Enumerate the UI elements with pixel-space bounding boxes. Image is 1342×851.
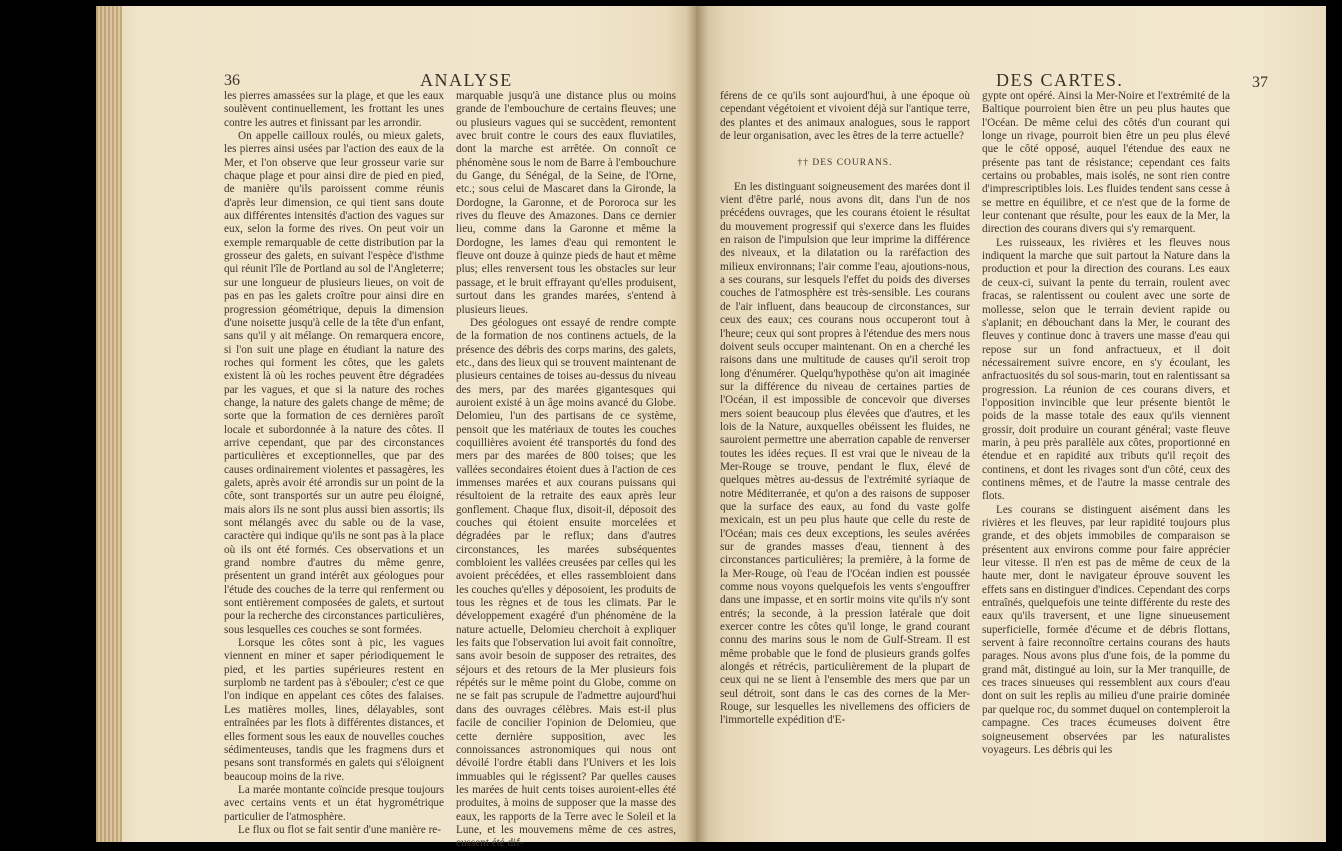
paragraph: En les distinguant soigneusement des marées dont il vient d'être parlé, nous avons dit, dans l'un de nos précédens ouvrages, que les courans étoient le résultat du mouvement progressif qui s'exerce dans les fluides en raison de l'impulsion que leur imprime la différence des niveaux, et la dilatation ou la raréfaction des milieux environnans; l'air comme l'eau, ajoutions-nous, a ses courans, sur lesquels l'effet du poids des diverses couches de l'atmosphère est très-sensible. Les courans de l'air influent, dans beaucoup de circonstances, sur ceux des eaux; ces courans nous occuperont tout à l'heure; ceux qui sont propres à l'étendue des mers nous doivent seuls occuper maintenant. On en a cherché les raisons dans une multitude de causes qu'il seroit trop long d'énumérer. Quelqu'hypothèse qu'on ait imaginée sur la différence du niveau de certaines parties de l'Océan, il est impossible de concevoir que diverses mers soient beaucoup plus élevées que d'autres, et les lois de la Nature, auxquelles obéissent les fluides, ne sauroient permettre une aberration capable de renverser toutes les idées reçues. Il est vrai que le niveau de la Mer-Rouge se trouve, pendant le flux, élevé de quelques mètres au-dessus de l'extrémité syriaque de notre Méditerranée, et qu'on a des raisons de supposer que la surface des eaux, au fond du vaste golfe mexicain, est un peu plus haute que celle du reste de l'Océan; mais ces deux exceptions, les seules avérées sur de grandes masses d'eau, tiennent à des circonstances particulières; la première, à la forme de la Mer-Rouge, où l'eau de l'Océan indien est poussée comme nous voyons quelquefois les vents s'engouffrer dans une impasse, et en sortir moins vite qu'ils n'y sont entrés; la seconde, à la pression latérale que doit exercer contre les côtes qu'il longe, le grand courant connu des marins sous le nom de Gulf-Stream. Il est même probable que le fond de plusieurs grands golfes alongés et rétrécis, particulièrement de la plupart de ceux qui ne se lient à l'ensemble des mers que par un seul détroit, sont dans le cas des cornes de la Mer-Rouge, sur lesquelles les nivellemens des officiers de l'immortelle expédition d'E- [720,180,970,727]
right-column-1 [720,90,970,728]
page-number-right: 37 [1252,74,1268,91]
paragraph: Les courans se distinguent aisément dans les rivières et les fleuves, par leur rapidité toujours plus grande, et des objets immobiles de comparaison se présentent aux environs comme pour faire apprécier leur vitesse. Il n'en est pas de même de ceux de la haute mer, dont le navigateur éprouve souvent les effets sans en distinguer d'indices. Cependant des corps entraînés, quelquefois une teinte différente du reste des eaux qu'ils traversent, et une ligne sinueusement superficielle, formée d'écume et de débris flottans, servent à faire reconnoître certains courans des hauts parages. Nous avons plus d'une fois, de la pomme du grand mât, distingué au loin, sur la Mer tranquille, de ces traces sinueuses qui ressemblent aux cours d'eau dont on suit les replis au milieu d'une prairie dominée par quelque roc, du sommet duquel on contempleroit la campagne. Ces traces écumeuses doivent être soigneusement observées par les naturalistes voyageurs. Les débris qui les [982,503,1230,756]
paragraph: Des géologues ont essayé de rendre compte de la formation de nos continens actuels, de la présence des débris des corps marins, des galets, etc., dans des lieux qui se trouvent maintenant de plusieurs centaines de toises au-dessus du niveau des mers, par des marées gigantesques qui auroient existé à un âge moins avancé du Globe. Delomieu, l'un des partisans de ce système, pensoit que les matériaux de toutes les couches coquillières avoient été transportés du fond des mers par des marées de 800 toises; que les vallées secondaires étoient dues à l'action de ces immenses marées et aux courans puissans qui résultoient de la retraite des eaux après leur gonflement. Chaque flux, disoit-il, déposoit des couches qui étoient ensuite morcelées et dégradées par le reflux; dans d'autres circonstances, les marées subséquentes combloient les vallées creusées par celles qui les avoient précédées, et elles rassembloient dans les couches qu'elles y déposoient, les produits de tous les règnes et de tous les climats. Par le développement exagéré d'un phénomène de la nature actuelle, Delomieu cherchoit à expliquer les faits que l'observation lui avoit fait connoître, sans avoir besoin de supposer des retraites, des séjours et des retours de la Mer plusieurs fois répétés sur le même point du Globe, comme on ne se fait pas scrupule de l'admettre aujourd'hui dans des ouvrages célèbres. Mais est-il plus facile de concilier l'opinion de Delomieu, que cette dernière supposition, avec les connoissances astronomiques qui nous ont dévoilé l'ordre établi dans l'Univers et les lois immuables qui le régissent? Par quelles causes les marées de huit cents toises auroient-elles été produites, à moins de supposer que la masse des eaux, les rapports de la Terre avec le Soleil et la Lune, et les mouvemens même de ces astres, eussent été dif- [456,316,676,850]
right-column-2 [982,90,1230,757]
left-column-2 [456,90,676,851]
running-head-left: ANALYSE [420,70,513,90]
page-edges [96,6,122,842]
paragraph: gypte ont opéré. Ainsi la Mer-Noire et l'extrémité de la Baltique pourroient bien être un peu plus hautes que l'Océan. De même celui des côtés d'un courant qui longe un rivage, pourroit bien être un peu plus élevé que le côté opposé, auquel l'étendue des eaux ne présente pas tant de résistance; cependant ces faits certains ou probables, mais isolés, ne sont rien contre d'imprescriptibles lois. Les fluides tendent sans cesse à se mettre en équilibre, et ce n'est que de la forme de leur contenant que résulte, pour les eaux de la Mer, la direction des courans divers qui s'y remarquent. [982,90,1230,236]
paragraph: La marée montante coïncide presque toujours avec certains vents et un état hygrométrique particulier de l'atmosphère. [224,783,444,823]
paragraph: Les ruisseaux, les rivières et les fleuves nous indiquent la marche que suit partout la Nature dans la production et pour la direction des courans. Les eaux de ceux-ci, suivant la pente du terrain, roulent avec fracas, se ralentissent ou coulent avec une sorte de mollesse, selon que le terrain devient rapide ou s'aplanit; en débouchant dans la Mer, le courant des fleuves y continue donc à travers une masse d'eau qui repose sur un fond anfractueux, et il doit nécessairement suivre encore, en s'y écoulant, les anfractuosités du sol sous-marin, tout en ralentissant sa progression. La réunion de ces courans divers, et l'opposition invincible que leur présente bientôt le poids de la masse totale des eaux qu'ils viennent grossir, doit produire un courant général; vaste fleuve marin, à peu près parallèle aux côtes, proportionné en étendue et en rapidité aux tributs qu'il reçoit des continens, et dont les rivages sont d'un côté, ceux des continens mêmes, et de l'autre la masse centrale des flots. [982,236,1230,503]
paragraph: marquable jusqu'à une distance plus ou moins grande de l'embouchure de certains fleuves; une ou plusieurs vagues qui se succèdent, remontent avec bruit contre le cours des eaux fluviatiles, dont la marche est arrêtée. On connoît ce phénomène sous le nom de Barre à l'embouchure du Gange, du Sénégal, de la Seine, de l'Orne, etc.; sous celui de Mascaret dans la Gironde, la Dordogne, la Garonne, et de Pororoca sur les rives du fleuve des Amazones. Dans ce dernier lieu, comme dans la Garonne et même la Dordogne, les lames d'eau qui remontent le fleuve ont douze à quinze pieds de haut et même plus; elles renversent tous les obstacles sur leur passage, et le bruit effrayant qu'elles produisent, surtout dans les grandes marées, s'entend à plusieurs lieues. [456,90,676,316]
paragraph: Le flux ou flot se fait sentir d'une manière re- [238,823,442,836]
paragraph: Lorsque les côtes sont à pic, les vagues viennent en miner et saper périodiquement le pied, et les parties supérieures restent en surplomb ne tardent pas à s'ébouler; c'est ce que l'on indique en appelant ces côtes des falaises. Les matières molles, lines, délayables, sont entraînées par les flots à différentes distances, et elles forment sous les eaux de nouvelles couches sédimenteuses, tandis que les fragmens durs et pesans sont transformés en galets qui s'éloignent beaucoup moins de la rive. [224,637,444,783]
page-number-left: 36 [224,72,240,89]
paragraph: On appelle cailloux roulés, ou mieux galets, les pierres ainsi usées par l'action des eaux de la Mer, et l'on observe que leur grosseur varie sur chaque plage et pour ainsi dire de pied en pied, de manière qu'ils paroissent comme réunis d'après leur dimension, ce qui tient sans doute aux différentes intensités d'action des vagues sur eux, selon la forme des rives. On peut voir un exemple remarquable de cette distribution par la grosseur des galets, en suivant l'espèce d'isthme qui réunit l'île de Portland au sol de l'Angleterre; sur une longueur de plusieurs lieues, on voit de pas en pas les galets croître pour ainsi dire en progression géométrique, depuis la dimension d'une noisette jusqu'à celle de la tête d'un enfant, sans qu'il y ait mélange. On remarquera encore, si l'on suit une plage en étudiant la nature des roches qui forment les côtes, que les galets existent là où les roches peuvent être dégradées par les vagues, et que si la nature des roches change, la nature des galets change de même; de sorte que la formation de ces dernières paroît locale et subordonnée à la nature des côtes. Il arrive cependant, que par des circonstances particulières et exceptionnelles, que par des causes ordinairement violentes et passagères, les galets, après avoir été arrondis sur un point de la côte, sont transportés sur un autre peu éloigné, mais alors ils ne sont plus aussi bien assortis; ils sont mélangés avec du sable ou de la vase, caractère qui indique qu'ils ne sont pas à la place où ils ont été formés. Ces observations et un grand nombre d'autres du même genre, présentent un grand intérêt aux géologues pour l'étude des couches de la terre qui renferment ou sont entièrement composées de galets, et surtout pour la recherche des circonstances particulières, sous lesquelles ces couches se sont formées. [224,130,444,636]
section-heading: †† DES COURANS. [797,158,893,169]
open-book [96,6,1326,850]
paragraph: férens de ce qu'ils sont aujourd'hui, à une époque où cependant végétoient et vivoient déjà sur l'antique terre, des plantes et des animaux analogues, sous le rapport de leur organisation, avec les êtres de la terre actuelle? [720,90,970,143]
book-gutter [686,6,708,842]
left-column-1 [224,90,444,837]
right-page [696,6,1326,842]
paragraph: les pierres amassées sur la plage, et que les eaux soulèvent continuellement, les frottant les unes contre les autres et finissant par les arrondir. [224,90,444,129]
running-head-right: DES CARTES. [996,70,1124,90]
left-page [96,6,696,850]
